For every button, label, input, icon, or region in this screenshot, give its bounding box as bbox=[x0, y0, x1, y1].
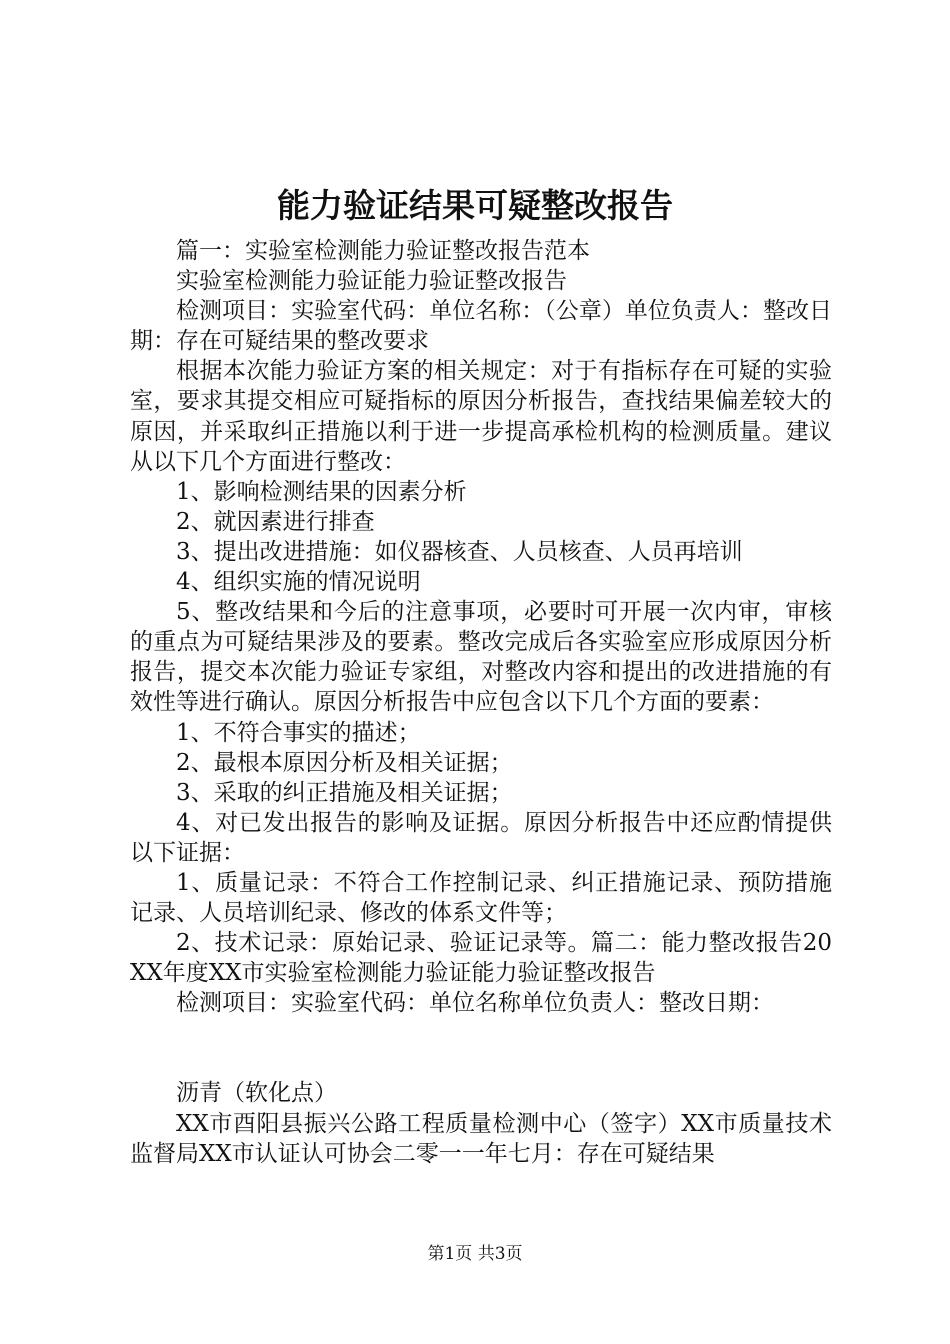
page-number: 第1页 共3页 bbox=[427, 1244, 523, 1264]
list-item: 2、最根本原因分析及相关证据； bbox=[176, 749, 513, 776]
paragraph: XX市酉阳县振兴公路工程质量检测中心（签字）XX市质量技术监督局XX市认证认可协会二零一一年七月：存在可疑结果 bbox=[130, 1110, 832, 1167]
page-footer bbox=[0, 1242, 950, 1266]
list-item: 1、影响检测结果的因素分析 bbox=[176, 478, 467, 505]
list-item: 5、整改结果和今后的注意事项，必要时可开展一次内审，审核的重点为可疑结果涉及的要素。整改完成后各实验室应形成原因分析报告，提交本次能力验证专家组，对整改内容和提出的改进措施的有效性等进行确认。原因分析报告中应包含以下几个方面的要素： bbox=[130, 599, 832, 716]
blank-space bbox=[130, 1018, 832, 1078]
list-item: 2、就因素进行排查 bbox=[176, 508, 375, 535]
list-item: 2、技术记录：原始记录、验证记录等。篇二：能力整改报告20XX年度XX市实验室检测能力验证能力验证整改报告 bbox=[130, 930, 832, 987]
list-item: 4、组织实施的情况说明 bbox=[176, 569, 421, 596]
list-item: 1、质量记录：不符合工作控制记录、纠正措施记录、预防措施记录、人员培训纪录、修改的体系文件等； bbox=[130, 869, 832, 927]
list-item: 4、对已发出报告的影响及证据。原因分析报告中还应酌情提供以下证据： bbox=[130, 809, 832, 866]
list-item: 3、采取的纠正措施及相关证据； bbox=[176, 779, 513, 806]
list-item: 3、提出改进措施：如仪器核查、人员核查、人员再培训 bbox=[176, 538, 743, 565]
paragraph: 篇一：实验室检测能力验证整改报告范本 bbox=[176, 238, 590, 264]
paragraph: 检测项目：实验室代码：单位名称：（公章）单位负责人：整改日期：存在可疑结果的整改要求 bbox=[130, 298, 832, 355]
list-item: 1、不符合事实的描述； bbox=[176, 719, 421, 746]
paragraph: 根据本次能力验证方案的相关规定：对于有指标存在可疑的实验室，要求其提交相应可疑指标的原因分析报告，查找结果偏差较大的原因，并采取纠正措施以利于进一步提高承检机构的检测质量。建议从以下几个方面进行整改： bbox=[130, 358, 832, 475]
document-body bbox=[130, 236, 832, 1169]
paragraph: 沥青（软化点） bbox=[176, 1080, 337, 1107]
paragraph: 实验室检测能力验证能力验证整改报告 bbox=[176, 268, 567, 295]
document-title: 能力验证结果可疑整改报告 bbox=[277, 186, 673, 225]
paragraph: 检测项目：实验室代码：单位名称单位负责人：整改日期： bbox=[176, 990, 774, 1017]
